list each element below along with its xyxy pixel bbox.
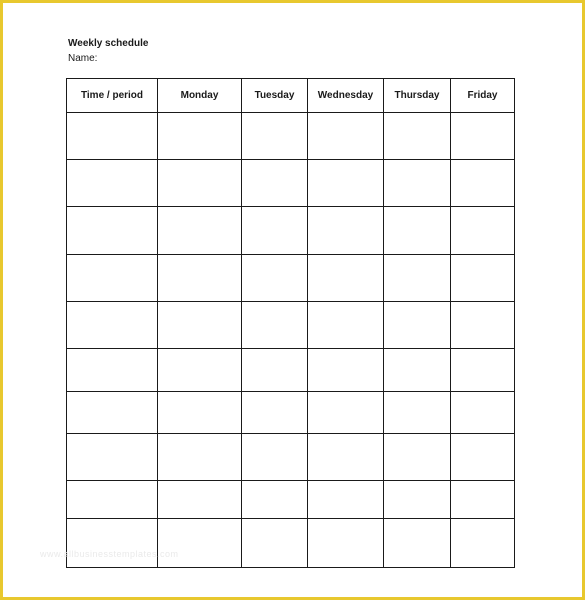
- cell-wednesday[interactable]: [308, 207, 384, 255]
- cell-thursday[interactable]: [384, 392, 451, 434]
- cell-wednesday[interactable]: [308, 349, 384, 392]
- cell-wednesday[interactable]: [308, 519, 384, 568]
- table-row: [67, 434, 515, 481]
- cell-tuesday[interactable]: [242, 392, 308, 434]
- table-row: [67, 481, 515, 519]
- schedule-table: [66, 78, 515, 568]
- table-row: [67, 519, 515, 568]
- table-row: [67, 255, 515, 302]
- table-row: [67, 207, 515, 255]
- header-friday: Friday: [451, 79, 515, 113]
- header-tuesday: Tuesday: [242, 79, 308, 113]
- cell-monday[interactable]: [158, 160, 242, 207]
- cell-tuesday[interactable]: [242, 160, 308, 207]
- cell-thursday[interactable]: [384, 207, 451, 255]
- cell-tuesday[interactable]: [242, 434, 308, 481]
- header-thursday: Thursday: [384, 79, 451, 113]
- cell-time[interactable]: [67, 207, 158, 255]
- table-row: [67, 113, 515, 160]
- cell-friday[interactable]: [451, 434, 515, 481]
- cell-wednesday[interactable]: [308, 255, 384, 302]
- cell-thursday[interactable]: [384, 519, 451, 568]
- cell-time[interactable]: [67, 481, 158, 519]
- header-row: [67, 79, 515, 113]
- cell-friday[interactable]: [451, 113, 515, 160]
- cell-time[interactable]: [67, 519, 158, 568]
- cell-monday[interactable]: [158, 113, 242, 160]
- table-row: [67, 392, 515, 434]
- cell-time[interactable]: [67, 160, 158, 207]
- schedule-body: [67, 113, 515, 568]
- cell-thursday[interactable]: [384, 113, 451, 160]
- cell-time[interactable]: [67, 255, 158, 302]
- cell-tuesday[interactable]: [242, 349, 308, 392]
- cell-monday[interactable]: [158, 434, 242, 481]
- header-monday: Monday: [158, 79, 242, 113]
- cell-wednesday[interactable]: [308, 302, 384, 349]
- cell-friday[interactable]: [451, 349, 515, 392]
- cell-friday[interactable]: [451, 519, 515, 568]
- cell-friday[interactable]: [451, 207, 515, 255]
- cell-time[interactable]: [67, 113, 158, 160]
- cell-tuesday[interactable]: [242, 207, 308, 255]
- cell-friday[interactable]: [451, 392, 515, 434]
- cell-time[interactable]: [67, 392, 158, 434]
- document-title: Weekly schedule: [68, 38, 149, 49]
- cell-thursday[interactable]: [384, 255, 451, 302]
- cell-tuesday[interactable]: [242, 255, 308, 302]
- cell-thursday[interactable]: [384, 481, 451, 519]
- table-row: [67, 160, 515, 207]
- cell-friday[interactable]: [451, 481, 515, 519]
- cell-monday[interactable]: [158, 481, 242, 519]
- header-wednesday: Wednesday: [308, 79, 384, 113]
- cell-wednesday[interactable]: [308, 113, 384, 160]
- header-time-period: Time / period: [67, 79, 158, 113]
- table-row: [67, 349, 515, 392]
- cell-monday[interactable]: [158, 519, 242, 568]
- watermark: www.allbusinesstemplates.com: [40, 549, 179, 559]
- cell-wednesday[interactable]: [308, 392, 384, 434]
- cell-thursday[interactable]: [384, 349, 451, 392]
- cell-tuesday[interactable]: [242, 519, 308, 568]
- cell-tuesday[interactable]: [242, 113, 308, 160]
- cell-friday[interactable]: [451, 302, 515, 349]
- name-label: Name:: [68, 53, 98, 64]
- cell-monday[interactable]: [158, 207, 242, 255]
- cell-wednesday[interactable]: [308, 481, 384, 519]
- cell-monday[interactable]: [158, 302, 242, 349]
- table-row: [67, 302, 515, 349]
- cell-thursday[interactable]: [384, 434, 451, 481]
- cell-tuesday[interactable]: [242, 481, 308, 519]
- cell-thursday[interactable]: [384, 302, 451, 349]
- cell-time[interactable]: [67, 349, 158, 392]
- cell-wednesday[interactable]: [308, 434, 384, 481]
- cell-monday[interactable]: [158, 349, 242, 392]
- cell-tuesday[interactable]: [242, 302, 308, 349]
- cell-friday[interactable]: [451, 160, 515, 207]
- cell-friday[interactable]: [451, 255, 515, 302]
- cell-time[interactable]: [67, 302, 158, 349]
- cell-wednesday[interactable]: [308, 160, 384, 207]
- cell-thursday[interactable]: [384, 160, 451, 207]
- cell-time[interactable]: [67, 434, 158, 481]
- cell-monday[interactable]: [158, 392, 242, 434]
- cell-monday[interactable]: [158, 255, 242, 302]
